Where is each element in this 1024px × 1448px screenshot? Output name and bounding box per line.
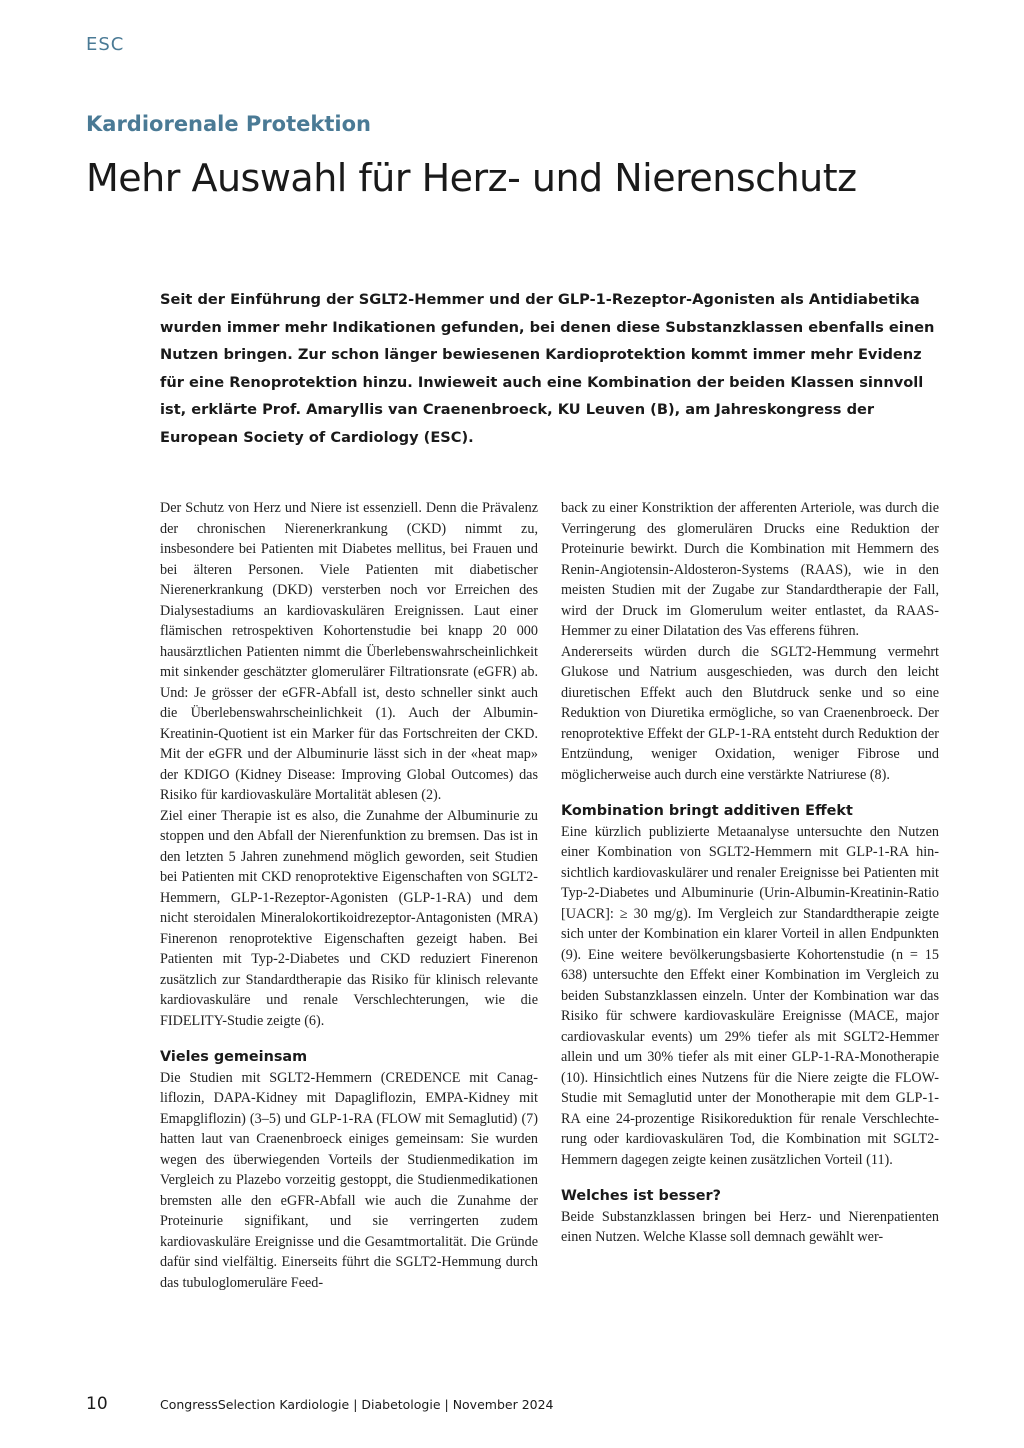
section-tag: ESC [86, 34, 125, 55]
body-paragraph: Ziel einer Therapie ist es also, die Zunahme der Albuminurie zu stoppen und den Abfall der Nierenfunktion zu bremsen. Das ist in den letzten 5 Jahren zunehmend möglich geworden, seit Studien bei Patienten mit CKD renoprotektive Eigenschaften von SGLT2-Hemmern, GLP-1-Rezeptor-Agonisten (GLP-1-RA) und dem nicht steroidalen Mineralokortikoidrezeptor-Antagonisten (MRA) Finerenon renoprotektive Eigenschaften gezeigt haben. Bei Patienten mit Typ-2-Diabetes und CKD reduziert Finerenon zusätzlich zur Standardtherapie das Risiko für klinisch relevante kardiovaskuläre und renale Verschlechterungen, wie die FIDELITY-Studie zeigte (6). [160, 807, 538, 1029]
section-heading: Kombination bringt additiven Effekt [561, 803, 853, 819]
body-paragraph: Beide Substanzklassen bringen bei Herz- und Nierenpatienten einen Nutzen. Welche Klasse soll demnach gewählt wer- [561, 1208, 939, 1245]
article-lead: Seit der Einführung der SGLT2-Hemmer und der GLP-1-Rezeptor-Agonisten als Antidiabetika wurden immer mehr Indikationen gefunden, bei denen diese Substanzklassen ebenfalls einen Nutzen bringen. Zur schon länger bewiesenen Kardioprotektion kommt immer mehr Evidenz für eine Renoprotektion hinzu. Inwieweit auch eine Kombination der beiden Klassen sinnvoll ist, erklärte Prof. Amaryllis van Craenenbroeck, KU Leuven (B), am Jahreskongress der European Society of Cardiology (ESC). [160, 291, 935, 446]
body-paragraph: Andererseits würden durch die SGLT2-Hemmung vermehrt Glukose und Natrium ausgeschieden, was durch den leicht diuretischen Effekt auch den Blutdruck senke und so eine Reduktion von Diuretika ermögliche, so van Craenenbroeck. Der renoprotektive Effekt der GLP-1-RA entsteht durch Reduktion der Entzündung, weniger Oxidation, weniger Fibrose und möglicherweise auch durch eine verstärkte Natriurese (8). [561, 643, 939, 783]
article-title: Mehr Auswahl für Herz- und Nierenschutz [86, 156, 857, 200]
left-column [160, 498, 538, 1293]
body-paragraph: Die Studien mit SGLT2-Hemmern (CREDENCE mit Canagliflozin, DAPA-Kidney mit Dapagliflozin, EMPA-Kidney mit Emapgliflozin) (3–5) und GLP-1-RA (FLOW mit Semaglutid) (7) hatten laut van Craenenbroeck einiges gemeinsam: Sie wurden wegen des überwiegenden Vorteils der Studienmedikation im Vergleich zu Plazebo vorzeitig gestoppt, die Studienmedikationen bremsten alle den eGFR-Abfall wie auch die Zunahme der Proteinurie signifikant, und sie verringerten zudem kardiovaskuläre Ereignisse und die Gesamtmortalität. Die Gründe dafür sind vielfältig. Einerseits führt die SGLT2-Hemmung durch das tubuloglomeruläre Feed- [160, 1069, 538, 1291]
body-paragraph: Der Schutz von Herz und Niere ist essenziell. Denn die Prävalenz der chronischen Nierenerkrankung (CKD) nimmt zu, insbesondere bei Patienten mit Diabetes mellitus, bei Frauen und bei älteren Personen. Viele Patienten mit diabetischer Nierenerkrankung (DKD) versterben noch vor Erreichen des Dialysestadiums an kardiovaskulären Ereignissen. Laut einer flämischen retrospektiven Kohortenstudie bei knapp 20 000 hausärztlichen Patienten nimmt die Überlebenswahrscheinlichkeit mit sinkender geschätzter glomerulärer Filtrationsrate (eGFR) ab. Und: Je grösser der eGFR-Abfall ist, desto schneller sinkt auch die Überlebenswahrscheinlichkeit (1). Auch der Albumin-Kreatinin-Quotient ist ein Marker für das Fortschreiten der CKD. Mit der eGFR und der Albuminurie lässt sich in der «heat map» der KDIGO (Kidney Disease: Improving Global Outcomes) das Risiko für kardiovaskuläre Mortalität ablesen (2). [160, 500, 538, 803]
section-heading: Welches ist besser? [561, 1188, 721, 1204]
right-column [561, 498, 939, 1248]
section-heading: Vieles gemeinsam [160, 1049, 308, 1065]
body-paragraph: Eine kürzlich publizierte Metaanalyse untersuchte den Nutzen einer Kombination von SGLT2-Hemmern mit GLP-1-RA hinsichtlich kardiovaskulärer und renaler Ereignisse bei Patienten mit Typ-2-Diabetes und Albuminurie (Urin-Albumin-Kreatinin-Ratio [UACR]: ≥ 30 mg/g). Im Vergleich zur Standardtherapie zeigte sich unter der Kombination ein klarer Vorteil in allen Endpunkten (9). Eine weitere bevölkerungsbasierte Kohortenstudie (n = 15 638) untersuchte den Effekt einer Kombination im Vergleich zu beiden Substanzklassen einzeln. Unter der Kombination war das Risiko für schwere kardiovaskuläre Ereignisse (MACE, major cardiovaskular events) um 29% tiefer als mit SGLT2-Hemmer allein und um 30% tiefer als mit einer GLP-1-RA-Monotherapie (10). Hinsichtlich eines Nutzens für die Niere zeigte die FLOW-Studie mit Semaglutid unter der Monotherapie mit dem GLP-1-RA eine 24-prozentige Risikoreduktion für renale Verschlechterung oder kardiovaskulären Tod, die Kombination mit SGLT2-Hemmern dagegen zeigte keinen zusätzlichen Vorteil (11). [561, 823, 939, 1168]
publication-footer: CongressSelection Kardiologie | Diabetologie | November 2024 [160, 1397, 554, 1412]
article-kicker: Kardiorenale Protektion [86, 112, 371, 136]
body-paragraph: back zu einer Konstriktion der afferenten Arteriole, was durch die Verringerung des glomerulären Drucks eine Reduktion der Proteinurie bewirkt. Durch die Kombination mit Hemmern des Renin-Angiotensin-Aldosteron-Systems (RAAS), wie in den meisten Studien mit der Zugabe zur Standardtherapie der Fall, wird der Druck im Glomerulum weiter entlastet, da RAAS-Hemmer zu einer Dilatation des Vas efferens führen. [561, 500, 939, 639]
page-number: 10 [86, 1394, 108, 1414]
